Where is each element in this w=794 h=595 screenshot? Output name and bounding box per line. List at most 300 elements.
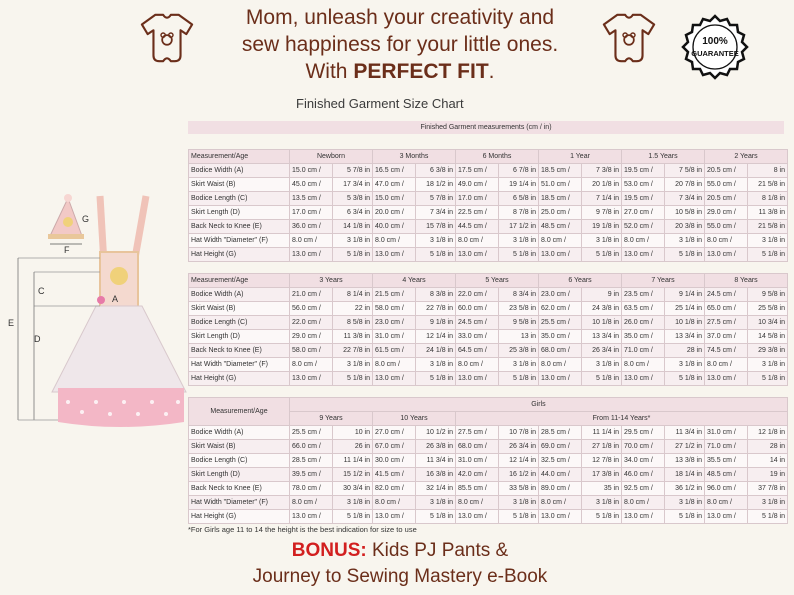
cell-cm: 13.0 cm / xyxy=(622,248,665,262)
cell-in: 9 5/8 in xyxy=(748,288,788,302)
cell-in: 6 3/8 in xyxy=(416,164,456,178)
cell-in: 5 1/8 in xyxy=(748,510,788,524)
cell-in: 5 1/8 in xyxy=(582,510,622,524)
cell-in: 26 in xyxy=(333,440,373,454)
table-row xyxy=(189,510,788,524)
cell-cm: 47.0 cm / xyxy=(373,178,416,192)
cell-in: 13 3/4 in xyxy=(582,330,622,344)
table-row xyxy=(189,248,788,262)
header-size: Newborn xyxy=(290,150,373,164)
cell-in: 32 1/4 in xyxy=(416,482,456,496)
cell-cm: 8.0 cm / xyxy=(290,234,333,248)
cell-cm: 82.0 cm / xyxy=(373,482,416,496)
label-g: G xyxy=(82,214,90,224)
cell-cm: 13.0 cm / xyxy=(290,372,333,386)
cell-in: 8 1/4 in xyxy=(333,288,373,302)
cell-cm: 78.0 cm / xyxy=(290,482,333,496)
header-size: 7 Years xyxy=(622,274,705,288)
cell-cm: 52.0 cm / xyxy=(622,220,665,234)
badge-guarantee: GUARANTEE xyxy=(691,49,739,58)
cell-cm: 62.0 cm / xyxy=(539,302,582,316)
cell-in: 5 1/8 in xyxy=(499,372,539,386)
cell-in: 37 7/8 in xyxy=(748,482,788,496)
cell-cm: 61.5 cm / xyxy=(373,344,416,358)
cell-in: 18 1/4 in xyxy=(665,468,705,482)
cell-in: 26 3/4 in xyxy=(499,440,539,454)
cell-in: 23 5/8 in xyxy=(499,302,539,316)
cell-cm: 27.5 cm / xyxy=(705,316,748,330)
cell-in: 27 1/2 in xyxy=(665,440,705,454)
cell-cm: 29.5 cm / xyxy=(622,426,665,440)
cell-cm: 48.5 cm / xyxy=(539,220,582,234)
cell-in: 3 1/8 in xyxy=(582,358,622,372)
cell-cm: 8.0 cm / xyxy=(705,358,748,372)
cell-cm: 8.0 cm / xyxy=(622,358,665,372)
table-row xyxy=(189,372,788,386)
header-size: 5 Years xyxy=(456,274,539,288)
cell-in: 12 1/4 in xyxy=(416,330,456,344)
cell-in: 25 3/8 in xyxy=(499,344,539,358)
label-e: E xyxy=(8,318,15,328)
row-label: Hat Width "Diameter" (F) xyxy=(189,234,290,248)
cell-cm: 8.0 cm / xyxy=(705,234,748,248)
cell-in: 3 1/8 in xyxy=(665,234,705,248)
cell-cm: 56.0 cm / xyxy=(290,302,333,316)
bonus-text xyxy=(200,538,600,590)
cell-cm: 13.0 cm / xyxy=(373,510,416,524)
table-row xyxy=(189,482,788,496)
cell-cm: 22.0 cm / xyxy=(290,316,333,330)
cell-cm: 68.0 cm / xyxy=(456,440,499,454)
headline xyxy=(170,4,630,85)
cell-in: 19 1/4 in xyxy=(499,178,539,192)
label-f: F xyxy=(64,245,70,255)
cell-cm: 89.0 cm / xyxy=(539,482,582,496)
cell-in: 5 1/8 in xyxy=(499,510,539,524)
cell-cm: 13.0 cm / xyxy=(290,248,333,262)
cell-in: 33 5/8 in xyxy=(499,482,539,496)
cell-in: 17 1/2 in xyxy=(499,220,539,234)
size-table-kids xyxy=(188,273,788,386)
cell-in: 10 1/8 in xyxy=(582,316,622,330)
cell-cm: 23.0 cm / xyxy=(539,288,582,302)
cell-in: 22 7/8 in xyxy=(333,344,373,358)
cell-in: 3 1/8 in xyxy=(748,496,788,510)
cell-cm: 8.0 cm / xyxy=(290,496,333,510)
cell-in: 21 5/8 in xyxy=(748,178,788,192)
cell-cm: 36.0 cm / xyxy=(290,220,333,234)
cell-cm: 21.0 cm / xyxy=(290,288,333,302)
row-label: Hat Width "Diameter" (F) xyxy=(189,358,290,372)
cell-cm: 39.5 cm / xyxy=(290,468,333,482)
cell-in: 28 in xyxy=(748,440,788,454)
table-row xyxy=(189,192,788,206)
table-row xyxy=(189,178,788,192)
cell-cm: 55.0 cm / xyxy=(705,220,748,234)
cell-cm: 13.0 cm / xyxy=(373,248,416,262)
cell-in: 7 3/4 in xyxy=(665,192,705,206)
cell-in: 24 1/8 in xyxy=(416,344,456,358)
cell-in: 30 3/4 in xyxy=(333,482,373,496)
cell-cm: 8.0 cm / xyxy=(456,358,499,372)
cell-in: 8 7/8 in xyxy=(499,206,539,220)
headline-line-1: Mom, unleash your creativity and xyxy=(245,6,555,29)
row-label: Back Neck to Knee (E) xyxy=(189,344,290,358)
cell-cm: 28.5 cm / xyxy=(539,426,582,440)
cell-in: 5 1/8 in xyxy=(582,248,622,262)
cell-in: 6 3/4 in xyxy=(333,206,373,220)
header-size: 6 Months xyxy=(456,150,539,164)
cell-cm: 8.0 cm / xyxy=(622,234,665,248)
cell-cm: 44.5 cm / xyxy=(456,220,499,234)
cell-in: 7 3/4 in xyxy=(416,206,456,220)
perfect-fit-text: PERFECT FIT xyxy=(353,60,489,83)
cell-in: 13 in xyxy=(499,330,539,344)
cell-in: 15 7/8 in xyxy=(416,220,456,234)
cell-in: 5 1/8 in xyxy=(665,510,705,524)
cell-cm: 13.0 cm / xyxy=(622,372,665,386)
cell-in: 3 1/8 in xyxy=(416,496,456,510)
bonus-line-2: Journey to Sewing Mastery e-Book xyxy=(252,566,548,587)
cell-cm: 13.5 cm / xyxy=(290,192,333,206)
cell-cm: 85.5 cm / xyxy=(456,482,499,496)
cell-in: 20 7/8 in xyxy=(665,178,705,192)
cell-cm: 31.0 cm / xyxy=(373,330,416,344)
cell-cm: 8.0 cm / xyxy=(539,234,582,248)
cell-cm: 25.0 cm / xyxy=(539,206,582,220)
cell-in: 5 3/8 in xyxy=(333,192,373,206)
cell-cm: 13.0 cm / xyxy=(373,372,416,386)
cell-in: 10 5/8 in xyxy=(665,206,705,220)
header-size: 9 Years xyxy=(290,412,373,426)
cell-in: 5 1/8 in xyxy=(333,510,373,524)
header-size: 3 Years xyxy=(290,274,373,288)
cell-in: 5 1/8 in xyxy=(333,248,373,262)
cell-in: 5 7/8 in xyxy=(416,192,456,206)
cell-in: 5 1/8 in xyxy=(582,372,622,386)
cell-cm: 19.5 cm / xyxy=(622,164,665,178)
cell-cm: 13.0 cm / xyxy=(622,510,665,524)
header-size: 8 Years xyxy=(705,274,788,288)
cell-cm: 70.0 cm / xyxy=(622,440,665,454)
cell-in: 14 1/8 in xyxy=(333,220,373,234)
cell-in: 15 1/2 in xyxy=(333,468,373,482)
table-row xyxy=(189,344,788,358)
table-row xyxy=(189,426,788,440)
cell-cm: 60.0 cm / xyxy=(456,302,499,316)
headline-prefix: With xyxy=(305,60,354,83)
cell-cm: 42.0 cm / xyxy=(456,468,499,482)
table-row xyxy=(189,220,788,234)
headline-line-3 xyxy=(170,58,630,85)
cell-in: 20 3/8 in xyxy=(665,220,705,234)
cell-cm: 68.0 cm / xyxy=(539,344,582,358)
label-a: A xyxy=(112,294,119,304)
cell-in: 3 1/8 in xyxy=(333,496,373,510)
cell-cm: 17.0 cm / xyxy=(290,206,333,220)
cell-in: 3 1/8 in xyxy=(416,358,456,372)
row-label: Skirt Length (D) xyxy=(189,468,290,482)
cell-cm: 23.0 cm / xyxy=(373,316,416,330)
cell-in: 16 1/2 in xyxy=(499,468,539,482)
cell-cm: 51.0 cm / xyxy=(539,178,582,192)
cell-cm: 29.0 cm / xyxy=(290,330,333,344)
cell-in: 12 1/8 in xyxy=(748,426,788,440)
cell-cm: 27.5 cm / xyxy=(456,426,499,440)
cell-in: 5 1/8 in xyxy=(748,372,788,386)
cell-cm: 92.5 cm / xyxy=(622,482,665,496)
cell-cm: 32.5 cm / xyxy=(539,454,582,468)
cell-cm: 45.0 cm / xyxy=(290,178,333,192)
cell-in: 8 5/8 in xyxy=(333,316,373,330)
cell-in: 29 3/8 in xyxy=(748,344,788,358)
cell-in: 5 7/8 in xyxy=(333,164,373,178)
header-size: 3 Months xyxy=(373,150,456,164)
cell-cm: 13.0 cm / xyxy=(539,248,582,262)
cell-in: 3 1/8 in xyxy=(499,358,539,372)
table-row xyxy=(189,454,788,468)
cell-in: 11 3/8 in xyxy=(748,206,788,220)
cell-cm: 22.5 cm / xyxy=(456,206,499,220)
cell-cm: 49.0 cm / xyxy=(456,178,499,192)
cell-in: 5 1/8 in xyxy=(665,248,705,262)
cell-in: 25 5/8 in xyxy=(748,302,788,316)
cell-cm: 8.0 cm / xyxy=(373,234,416,248)
cell-cm: 69.0 cm / xyxy=(539,440,582,454)
header-size: 6 Years xyxy=(539,274,622,288)
cell-cm: 48.5 cm / xyxy=(705,468,748,482)
size-table-girls xyxy=(188,397,788,524)
row-label: Hat Width "Diameter" (F) xyxy=(189,496,290,510)
row-label: Hat Height (G) xyxy=(189,248,290,262)
cell-in: 17 3/4 in xyxy=(333,178,373,192)
cell-in: 22 7/8 in xyxy=(416,302,456,316)
cell-in: 8 in xyxy=(748,164,788,178)
bonus-label: BONUS: xyxy=(291,540,367,561)
cell-in: 3 1/8 in xyxy=(416,234,456,248)
cell-cm: 30.0 cm / xyxy=(373,454,416,468)
cell-in: 28 in xyxy=(665,344,705,358)
badge-percent: 100% xyxy=(702,36,728,47)
cell-cm: 18.5 cm / xyxy=(539,164,582,178)
cell-cm: 67.0 cm / xyxy=(373,440,416,454)
cell-in: 11 3/8 in xyxy=(333,330,373,344)
cell-cm: 13.0 cm / xyxy=(290,510,333,524)
cell-in: 19 in xyxy=(748,468,788,482)
cell-in: 8 3/8 in xyxy=(416,288,456,302)
row-label: Hat Height (G) xyxy=(189,372,290,386)
cell-cm: 8.0 cm / xyxy=(456,234,499,248)
table-row xyxy=(189,468,788,482)
headline-suffix: . xyxy=(488,60,495,83)
cell-in: 10 1/8 in xyxy=(665,316,705,330)
row-label: Bodice Width (A) xyxy=(189,164,290,178)
cell-in: 3 1/8 in xyxy=(582,234,622,248)
cell-cm: 74.5 cm / xyxy=(705,344,748,358)
header-label: Measurement/Age xyxy=(189,398,290,426)
cell-cm: 96.0 cm / xyxy=(705,482,748,496)
cell-cm: 8.0 cm / xyxy=(539,496,582,510)
row-label: Bodice Length (C) xyxy=(189,316,290,330)
cell-in: 18 1/2 in xyxy=(416,178,456,192)
cell-cm: 8.0 cm / xyxy=(705,496,748,510)
cell-in: 7 1/4 in xyxy=(582,192,622,206)
cell-cm: 18.5 cm / xyxy=(539,192,582,206)
cell-cm: 34.0 cm / xyxy=(622,454,665,468)
table-row xyxy=(189,164,788,178)
cell-cm: 13.0 cm / xyxy=(456,372,499,386)
row-label: Back Neck to Knee (E) xyxy=(189,482,290,496)
header-size: From 11-14 Years* xyxy=(456,412,788,426)
cell-cm: 29.0 cm / xyxy=(705,206,748,220)
girls-size-note: *For Girls age 11 to 14 the height is the best indication for size to use xyxy=(188,525,417,534)
row-label: Hat Height (G) xyxy=(189,510,290,524)
table-row xyxy=(189,316,788,330)
cell-in: 11 1/4 in xyxy=(333,454,373,468)
cell-cm: 15.0 cm / xyxy=(373,192,416,206)
cell-in: 8 3/4 in xyxy=(499,288,539,302)
label-d: D xyxy=(34,334,41,344)
guarantee-badge xyxy=(680,14,750,84)
cell-cm: 27.0 cm / xyxy=(622,206,665,220)
header-size: 1 Year xyxy=(539,150,622,164)
cell-cm: 71.0 cm / xyxy=(705,440,748,454)
cell-cm: 19.5 cm / xyxy=(622,192,665,206)
label-c: C xyxy=(38,286,45,296)
cell-cm: 24.5 cm / xyxy=(456,316,499,330)
table-row xyxy=(189,358,788,372)
cell-in: 24 3/8 in xyxy=(582,302,622,316)
header-group: Girls xyxy=(290,398,788,412)
table-row xyxy=(189,234,788,248)
cell-in: 3 1/8 in xyxy=(582,496,622,510)
cell-cm: 64.5 cm / xyxy=(456,344,499,358)
cell-cm: 27.0 cm / xyxy=(373,426,416,440)
cell-cm: 37.0 cm / xyxy=(705,330,748,344)
cell-in: 35 in xyxy=(582,482,622,496)
header-row xyxy=(189,150,788,164)
cell-cm: 13.0 cm / xyxy=(705,510,748,524)
header-row xyxy=(189,274,788,288)
headline-line-2: sew happiness for your little ones. xyxy=(241,33,559,56)
cell-in: 3 1/8 in xyxy=(748,234,788,248)
cell-in: 13 3/4 in xyxy=(665,330,705,344)
cell-in: 11 3/4 in xyxy=(416,454,456,468)
cell-in: 5 1/8 in xyxy=(665,372,705,386)
cell-cm: 8.0 cm / xyxy=(622,496,665,510)
cell-cm: 33.0 cm / xyxy=(456,330,499,344)
chart-title: Finished Garment Size Chart xyxy=(296,96,464,111)
cell-cm: 44.0 cm / xyxy=(539,468,582,482)
cell-cm: 35.0 cm / xyxy=(622,330,665,344)
cell-cm: 17.0 cm / xyxy=(456,192,499,206)
dress-illustration xyxy=(8,192,188,472)
table-row xyxy=(189,330,788,344)
cell-cm: 13.0 cm / xyxy=(705,372,748,386)
cell-in: 8 1/8 in xyxy=(748,192,788,206)
cell-in: 13 3/8 in xyxy=(665,454,705,468)
cell-in: 3 1/8 in xyxy=(665,358,705,372)
cell-in: 26 3/4 in xyxy=(582,344,622,358)
cell-in: 11 3/4 in xyxy=(665,426,705,440)
cell-cm: 13.0 cm / xyxy=(539,372,582,386)
cell-in: 3 1/8 in xyxy=(499,234,539,248)
table-row xyxy=(189,206,788,220)
cell-in: 6 5/8 in xyxy=(499,192,539,206)
cell-in: 9 in xyxy=(582,288,622,302)
cell-in: 3 1/8 in xyxy=(499,496,539,510)
cell-cm: 26.0 cm / xyxy=(622,316,665,330)
cell-in: 7 3/8 in xyxy=(582,164,622,178)
row-label: Back Neck to Knee (E) xyxy=(189,220,290,234)
cell-cm: 58.0 cm / xyxy=(290,344,333,358)
cell-in: 5 1/8 in xyxy=(333,372,373,386)
cell-in: 19 1/8 in xyxy=(582,220,622,234)
cell-cm: 8.0 cm / xyxy=(539,358,582,372)
header-size: 1.5 Years xyxy=(622,150,705,164)
header-size: 4 Years xyxy=(373,274,456,288)
cell-cm: 13.0 cm / xyxy=(705,248,748,262)
row-label: Skirt Waist (B) xyxy=(189,302,290,316)
cell-cm: 24.5 cm / xyxy=(705,288,748,302)
cell-in: 10 1/2 in xyxy=(416,426,456,440)
cell-in: 14 in xyxy=(748,454,788,468)
header-size: 2 Years xyxy=(705,150,788,164)
measurements-band: Finished Garment measurements (cm / in) xyxy=(188,121,784,134)
header-label: Measurement/Age xyxy=(189,274,290,288)
cell-cm: 20.0 cm / xyxy=(373,206,416,220)
row-label: Bodice Width (A) xyxy=(189,426,290,440)
cell-in: 36 1/2 in xyxy=(665,482,705,496)
bonus-line-1 xyxy=(200,538,600,564)
cell-in: 5 1/8 in xyxy=(499,248,539,262)
header-size: 10 Years xyxy=(373,412,456,426)
cell-in: 25 1/4 in xyxy=(665,302,705,316)
cell-in: 27 1/8 in xyxy=(582,440,622,454)
cell-in: 14 5/8 in xyxy=(748,330,788,344)
cell-in: 5 1/8 in xyxy=(416,510,456,524)
cell-cm: 53.0 cm / xyxy=(622,178,665,192)
table-row xyxy=(189,288,788,302)
cell-in: 10 3/4 in xyxy=(748,316,788,330)
cell-in: 16 3/8 in xyxy=(416,468,456,482)
cell-in: 3 1/8 in xyxy=(333,358,373,372)
cell-cm: 8.0 cm / xyxy=(373,496,416,510)
cell-cm: 55.0 cm / xyxy=(705,178,748,192)
table-row xyxy=(189,302,788,316)
cell-in: 5 1/8 in xyxy=(416,248,456,262)
cell-cm: 13.0 cm / xyxy=(456,510,499,524)
cell-cm: 65.0 cm / xyxy=(705,302,748,316)
cell-cm: 8.0 cm / xyxy=(290,358,333,372)
cell-cm: 20.5 cm / xyxy=(705,164,748,178)
cell-in: 17 3/8 in xyxy=(582,468,622,482)
cell-cm: 58.0 cm / xyxy=(373,302,416,316)
cell-in: 5 1/8 in xyxy=(748,248,788,262)
cell-in: 11 1/4 in xyxy=(582,426,622,440)
cell-in: 12 1/4 in xyxy=(499,454,539,468)
cell-in: 22 in xyxy=(333,302,373,316)
row-label: Bodice Length (C) xyxy=(189,192,290,206)
cell-cm: 21.5 cm / xyxy=(373,288,416,302)
header-label: Measurement/Age xyxy=(189,150,290,164)
cell-in: 9 1/8 in xyxy=(416,316,456,330)
cell-in: 3 1/8 in xyxy=(333,234,373,248)
cell-cm: 46.0 cm / xyxy=(622,468,665,482)
cell-cm: 71.0 cm / xyxy=(622,344,665,358)
table-row xyxy=(189,496,788,510)
cell-in: 20 1/8 in xyxy=(582,178,622,192)
